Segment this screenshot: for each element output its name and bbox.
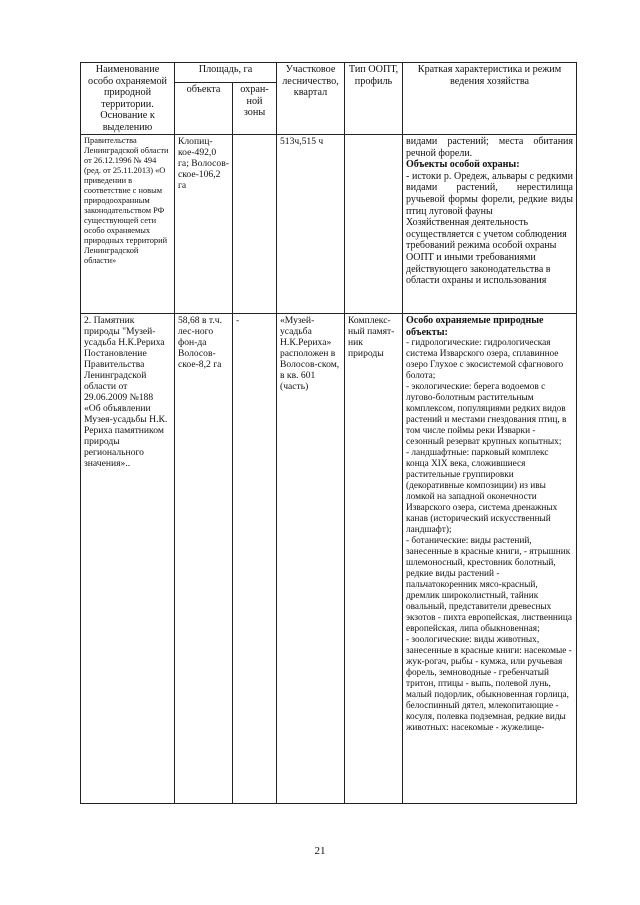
table-row (81, 135, 577, 314)
regime-item: - экологические: берега водоемов с лугово-болотным растительным комплексом, популяциями редких видов растений и местами гнездования птиц, в том числе поймы реки Изварки - сезонный резерват крупных копытных; (406, 382, 567, 448)
cell-area-object: 58,68 в т.ч. лес-ного фон-да Волосов-ское-8,2 га (175, 314, 233, 804)
page-number: 21 (314, 845, 326, 857)
regime-item: - ботанические: виды растений, занесенные в красные книги, - ятрышник шлемоносный, крестовник болотный, редкие виды растений - пальчатокоренник мясо-красный, дремлик широколистный, тайник овальный, представители древесных экзотов - пихта европейская, лиственница европейская, липа обыкновенная; (406, 536, 572, 635)
regime-text: Хозяйственная деятельность осуществляется с учетом соблюдения требований режима особой охраны ООПТ и иными требованиями действующего законодательства в области охраны и использования (406, 217, 567, 287)
cell-name: 2. Памятник природы "Музей-усадьба Н.К.Рериха Постановление Правительства Ленинградской области от 29.06.2009 №188 «Об объявлении Музея-усадьбы Н.К. Рериха памятником природы регионального значения».. (81, 314, 175, 804)
cell-forestry: 513ч,515 ч (277, 135, 345, 314)
table-row (81, 314, 577, 804)
header-row (81, 63, 577, 83)
cell-regime (403, 135, 577, 314)
cell-name: Правительства Ленинградской области от 26.12.1996 № 494 (ред. от 25.11.2013) «О приведении в соответствие с новым природоохранным законодательством РФ существующей сети особо охраняемых природных территорий Ленинградской области» (81, 135, 175, 314)
header-forestry: Участковое лесничество, квартал (277, 63, 345, 135)
oopt-table (80, 62, 577, 804)
header-regime: Краткая характеристика и режим ведения хозяйства (403, 63, 577, 135)
regime-text: - истоки р. Оредеж, альвары с редкими видами растений, нерестилища ручьевой формы форели, редкие виды птиц луговой фауны (406, 170, 573, 217)
cell-type: Комплекс-ный памят-ник природы (345, 314, 403, 804)
header-name: Наименование особо охраняемой природной территории. Основание к выделению (81, 63, 175, 135)
header-area-object: объекта (175, 83, 233, 135)
cell-regime (403, 314, 577, 804)
header-area-zone: охран-ной зоны (233, 83, 277, 135)
cell-area-zone (233, 135, 277, 314)
regime-heading: Особо охраняемые природные объекты: (406, 315, 544, 338)
cell-type (345, 135, 403, 314)
header-type: Тип ООПТ, профиль (345, 63, 403, 135)
regime-item: - гидрологические: гидрологическая система Изварского озера, сплавинное озеро Глухое с экосистемой сфагнового болота; (406, 338, 564, 382)
header-area: Площадь, га (175, 63, 277, 83)
cell-forestry: «Музей-усадьба Н.К.Рериха» расположен в Волосов-ском, в кв. 601 (часть) (277, 314, 345, 804)
regime-item: - зоологические: виды животных, занесенные в красные книги: насекомые - жук-рогач, рыбы - кумжа, или ручьевая форель, земноводные - гребенчатый тритон, птицы - выпь, полевой лунь, малый подорлик, обыкновенная горлица, белоспинный дятел, млекопитающие - косуля, полевка подземная, редкие виды животных: насекомые - жужелице- (406, 635, 572, 734)
regime-heading: Объекты особой охраны: (406, 159, 520, 171)
regime-item: - ландшафтные: парковый комплекс конца XIX века, сложившиеся растительные группировки (декоративные композиции) из ивы ломкой на западной оконечности Изварского озера, система дренажных канав (исторический искусственный ландшафт); (406, 448, 558, 536)
cell-area-zone: - (233, 314, 277, 804)
cell-area-object: Клопиц-кое-492,0 га; Волосов-ское-106,2 га (175, 135, 233, 314)
regime-text: видами растений; места обитания речной форели. (406, 136, 573, 159)
